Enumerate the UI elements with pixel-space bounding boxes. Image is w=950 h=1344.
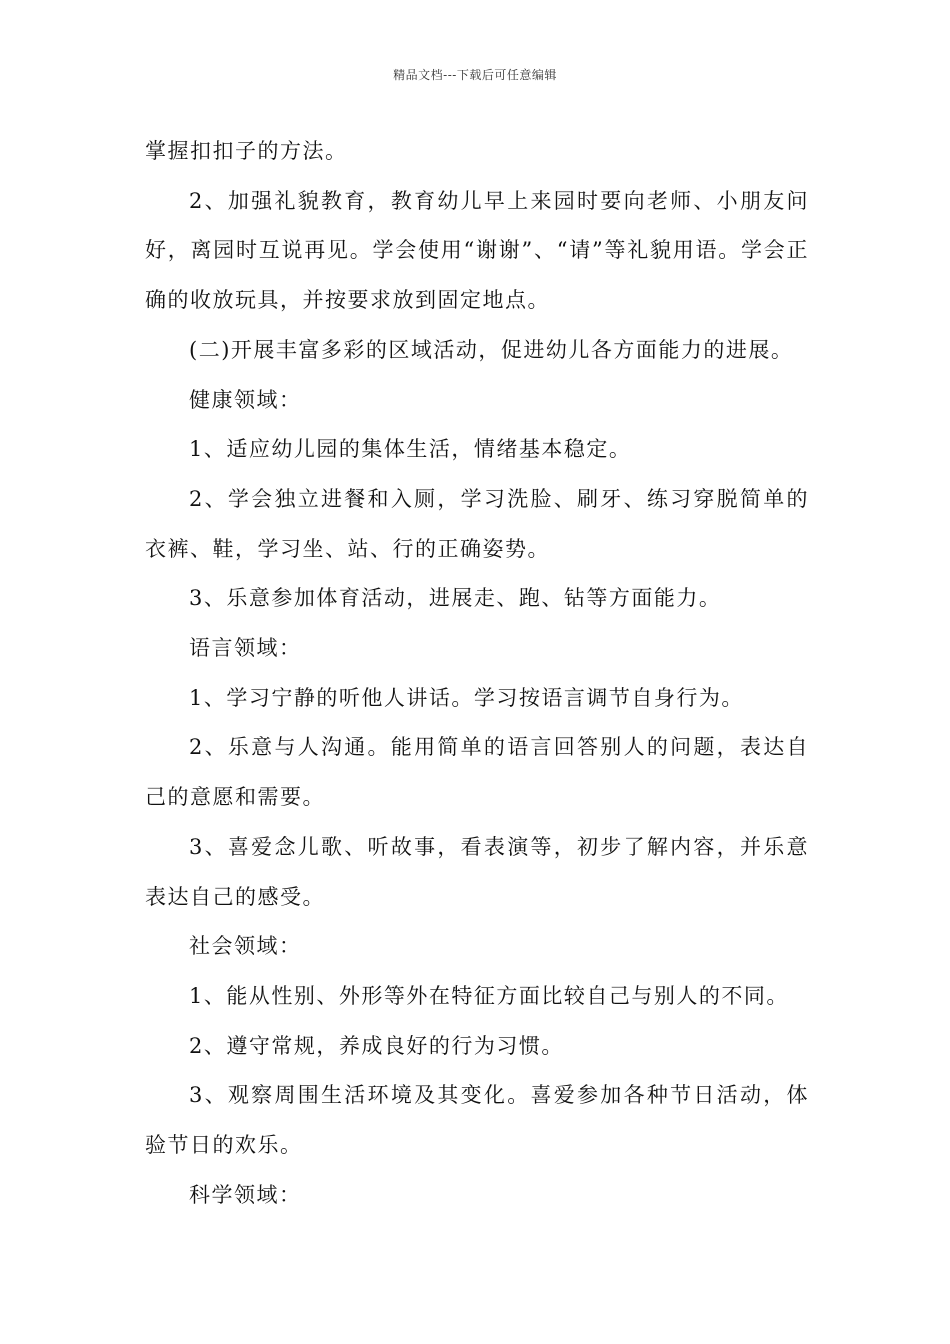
list-item: 1、能从性别、外形等外在特征方面比较自己与别人的不同。 — [189, 983, 789, 1008]
paragraph: 掌握扣扣子的方法。 — [145, 139, 348, 163]
list-item: 2、乐意与人沟通。能用简单的语言回答别人的问题，表达自己的意愿和需要。 — [145, 735, 809, 810]
list-item: 3、观察周围生活环境及其变化。喜爱参加各种节日活动，体验节日的欢乐。 — [145, 1083, 809, 1158]
domain-heading-science: 科学领域： — [189, 1182, 302, 1207]
list-item: 2、学会独立进餐和入厕，学习洗脸、刷牙、练习穿脱简单的衣裤、鞋，学习坐、站、行的正确姿势。 — [145, 486, 809, 561]
list-item: 2、遵守常规，养成良好的行为习惯。 — [189, 1033, 564, 1058]
list-item: 3、喜爱念儿歌、听故事，看表演等，初步了解内容，并乐意表达自己的感受。 — [145, 834, 809, 909]
section-heading: (二)开展丰富多彩的区域活动，促进幼儿各方面能力的进展。 — [189, 337, 794, 362]
domain-heading-language: 语言领域： — [189, 636, 302, 661]
paragraph: 2、加强礼貌教育，教育幼儿早上来园时要向老师、小朋友问好，离园时互说再见。学会使用“谢谢”、“请”等礼貌用语。学会正确的收放玩具，并按要求放到固定地点。 — [145, 188, 809, 313]
list-item: 1、学习宁静的听他人讲话。学习按语言调节自身行为。 — [189, 685, 744, 710]
list-item: 1、适应幼儿园的集体生活，情绪基本稳定。 — [189, 437, 632, 462]
domain-heading-health: 健康领域： — [189, 387, 302, 412]
list-item: 3、乐意参加体育活动，进展走、跑、钻等方面能力。 — [189, 586, 722, 611]
domain-heading-social: 社会领域： — [189, 934, 302, 959]
page-header: 精品文档---下载后可任意编辑 — [393, 68, 557, 82]
document-body — [145, 127, 809, 1220]
